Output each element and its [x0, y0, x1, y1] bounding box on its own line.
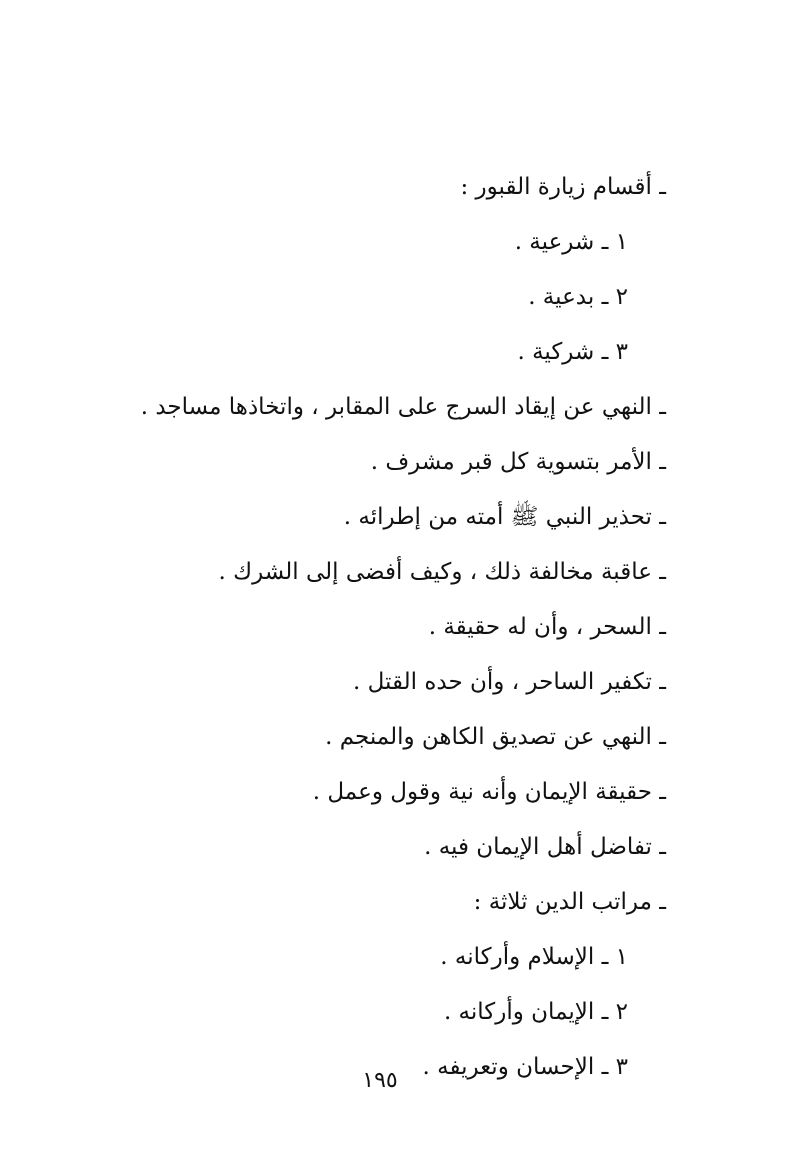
text-line: ـ النهي عن تصديق الكاهن والمنجم . — [325, 724, 666, 750]
text-line: ـ الأمر بتسوية كل قبر مشرف . — [370, 449, 666, 475]
text-line: ـ تكفير الساحر ، وأن حده القتل . — [353, 669, 666, 695]
text-line: ـ عاقبة مخالفة ذلك ، وكيف أفضى إلى الشرك . — [218, 559, 666, 585]
text-line: ـ أقسام زيارة القبور : — [460, 174, 666, 200]
text-line: ـ تحذير النبي ﷺ أمته من إطرائه . — [343, 504, 666, 530]
content-lines — [106, 160, 666, 1095]
text-line: ـ النهي عن إيقاد السرج على المقابر ، واتخاذها مساجد . — [140, 394, 666, 420]
text-line: ٢ ـ بدعية . — [528, 284, 628, 310]
text-line: ٣ ـ الإحسان وتعريفه . — [422, 1054, 628, 1080]
text-line: ـ تفاضل أهل الإيمان فيه . — [424, 834, 666, 860]
text-line: ـ السحر ، وأن له حقيقة . — [428, 614, 666, 640]
text-line: ١ ـ الإسلام وأركانه . — [440, 944, 628, 970]
text-line: ٣ ـ شركية . — [517, 339, 628, 365]
page-number: ١٩٥ — [362, 1068, 398, 1093]
text-line: ١ ـ شرعية . — [514, 229, 628, 255]
text-line: ـ حقيقة الإيمان وأنه نية وقول وعمل . — [312, 779, 666, 805]
text-line: ـ مراتب الدين ثلاثة : — [473, 889, 666, 915]
text-line: ٢ ـ الإيمان وأركانه . — [443, 999, 628, 1025]
